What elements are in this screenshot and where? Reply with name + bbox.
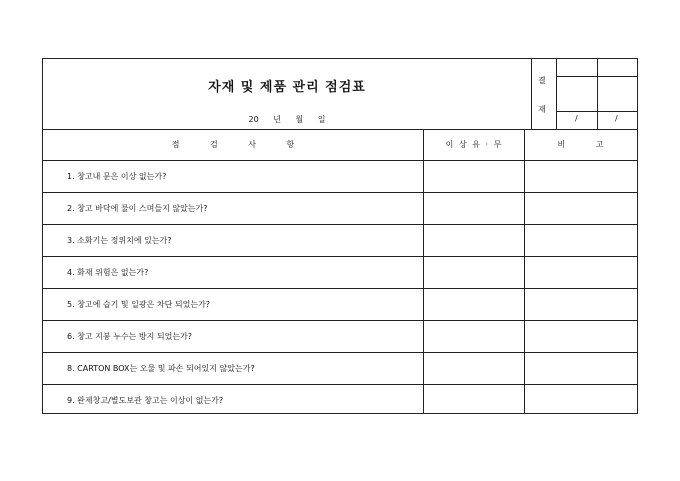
approval-box-divider — [597, 59, 598, 129]
row-separator — [43, 320, 637, 321]
date-line: 20 년 월 일 — [248, 115, 326, 124]
row-separator — [43, 384, 637, 385]
remarks-column-border — [524, 129, 525, 413]
checklist-item-1: 1. 창고내 문은 이상 없는가? — [67, 172, 167, 181]
row-separator — [43, 224, 637, 225]
approval-label-bottom: 재 — [538, 105, 546, 114]
approval-box-top-line — [556, 76, 637, 77]
row-separator — [43, 256, 637, 257]
form-title: 자재 및 제품 관리 점검표 — [208, 80, 366, 95]
approval-slash-2: / — [615, 114, 618, 123]
approval-label-border — [556, 59, 557, 129]
checklist-item-8: 8. CARTON BOX는 오물 및 파손 되어있지 않았는가? — [67, 364, 255, 373]
row-separator — [43, 160, 637, 161]
header-items: 점 검 사 항 — [171, 140, 295, 149]
header-status: 이 상 유 · 무 — [445, 140, 502, 149]
checklist-item-9: 9. 완제창고/별도보관 창고는 이상이 없는가? — [67, 396, 224, 405]
approval-slash-1: / — [575, 114, 578, 123]
row-separator — [43, 288, 637, 289]
approval-label-top: 결 — [538, 76, 546, 85]
approval-left-border — [531, 59, 532, 129]
status-column-border — [423, 129, 424, 413]
header-remarks: 비 고 — [557, 140, 604, 149]
approval-box-bottom-line — [556, 111, 637, 112]
checklist-item-2: 2. 창고 바닥에 물이 스며들지 않았는가? — [67, 204, 208, 213]
row-separator — [43, 192, 637, 193]
inspection-form — [42, 58, 638, 414]
checklist-item-3: 3. 소화기는 정위치에 있는가? — [67, 236, 172, 245]
row-separator — [43, 352, 637, 353]
checklist-item-5: 5. 창고에 습기 및 일광은 차단 되었는가? — [67, 300, 211, 309]
checklist-item-4: 4. 화재 위험은 없는가? — [67, 268, 149, 277]
checklist-item-6: 6. 창고 지붕 누수는 방지 되었는가? — [67, 332, 193, 341]
